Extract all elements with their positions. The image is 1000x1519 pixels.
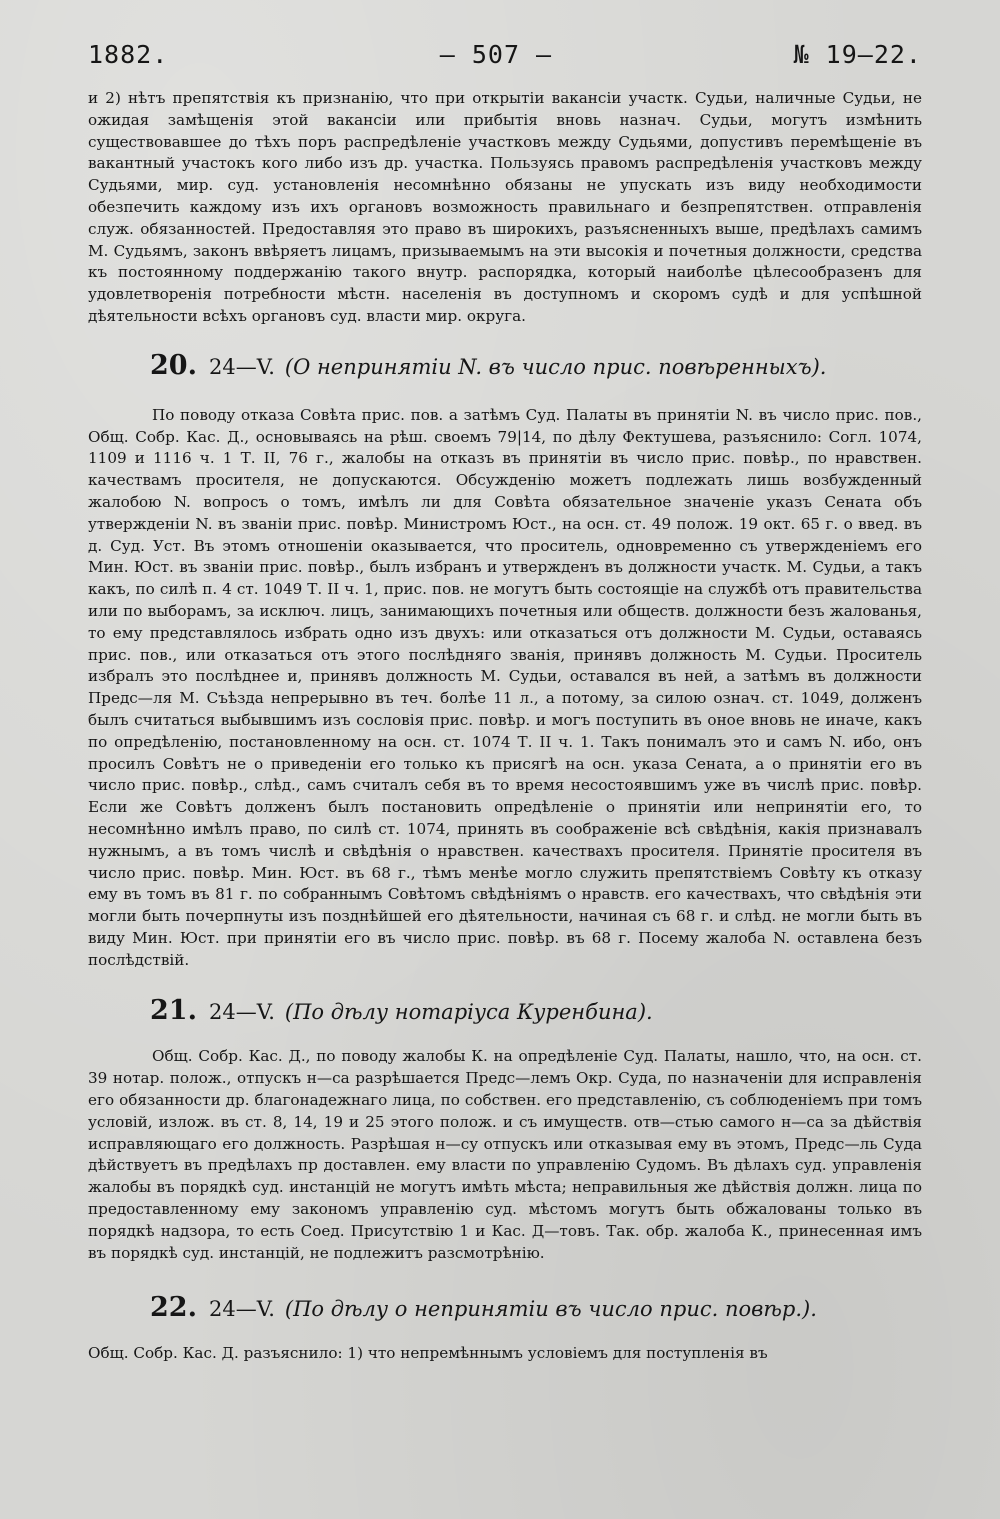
section-number: 21. bbox=[150, 995, 197, 1027]
section-title: (О непринятіи N. въ число прис. повѣренныхъ). bbox=[284, 354, 827, 379]
section-date: 24—V. bbox=[208, 1297, 275, 1322]
section-title: (По дѣлу нотаріуса Куренбина). bbox=[284, 1000, 653, 1025]
section-number: 20. bbox=[150, 349, 197, 381]
header-issue-number: № 19—22. bbox=[793, 40, 922, 69]
section-heading-20 bbox=[150, 350, 922, 381]
section-21-paragraph: Общ. Собр. Кас. Д., по поводу жалобы К. на опредѣленіе Суд. Палаты, нашло, что, на осн. ст. 39 нотар. полож., отпускъ н—са разрѣшается Предс—лемъ Окр. Суда, по назначеніи для исправленія его обязанности др. благонадежнаго лица, по собствен. его представленію, съ соблюденіемъ при томъ условій, излож. въ ст. 8, 14, 19 и 25 этого полож. и съ имуществ. отв—стью самого н—са за дѣйствія исправляющаго его должность. Разрѣшая н—су отпускъ или отказывая ему въ этомъ, Предс—ль Суда дѣйствуетъ въ предѣлахъ пр доставлен. ему власти по управленію Судомъ. Въ дѣлахъ суд. управленія жалобы въ порядкѣ суд. инстанцій не могутъ имѣть мѣста; неправильныя же дѣйствія должн. лица по предоставленному ему закономъ управленію суд. мѣстомъ могутъ быть обжалованы только въ порядкѣ надзора, то есть Соед. Присутствію 1 и Кас. Д—товъ. Так. обр. жалоба К., принесенная имъ въ порядкѣ суд. инстанцій, не подлежитъ разсмотрѣнію. bbox=[88, 1047, 922, 1262]
section-title: (По дѣлу о непринятіи въ число прис. повѣр.). bbox=[284, 1297, 817, 1322]
section-20-paragraph: По поводу отказа Совѣта прис. пов. а затѣмъ Суд. Палаты въ принятіи N. въ число прис. пов., Общ. Собр. Кас. Д., основываясь на рѣш. своемъ 79|14, по дѣлу Фектушева, разъяснило: Согл. 1074, 1109 и 1116 ч. 1 Т. II, 76 г., жалобы на отказъ въ принятіи въ число прис. повѣр., по нравствен. качествамъ просителя, не допускаются. Обсужденію можетъ подлежать лишь возбужденный жалобою N. вопросъ о томъ, имѣлъ ли для Совѣта обязательное значеніе указъ Сената объ утвержденіи N. въ званіи прис. повѣр. Министромъ Юст., на осн. ст. 49 полож. 19 окт. 65 г. о введ. въ д. Суд. Уст. Въ этомъ отношеніи оказывается, что проситель, одновременно съ утвержденіемъ его Мин. Юст. въ званіи прис. повѣр., былъ избранъ и утвержденъ въ должности участк. М. Судьи, а такъ какъ, по силѣ п. 4 ст. 1049 Т. II ч. 1, прис. пов. не могутъ быть состоящіе на службѣ отъ правительства или по выборамъ, за исключ. лицъ, занимающихъ почетныя или обществ. должности безъ жалованья, то ему представлялось избрать одно изъ двухъ: или отказаться отъ должности М. Судьи, оставаясь прис. пов., или отказаться отъ этого послѣдняго званія, принявъ должность М. Судьи. Проситель избралъ это послѣднее и, принявъ должность М. Судьи, оставался въ ней, а затѣмъ въ должности Предс—ля М. Съѣзда непрерывно въ теч. болѣе 11 л., а потому, за силою означ. ст. 1049, долженъ былъ считаться выбывшимъ изъ сословія прис. повѣр. и могъ поступить въ оное вновь не иначе, какъ по опредѣленію, постановленному на осн. ст. 1074 Т. II ч. 1. Такъ понималъ это и самъ N. ибо, онъ просилъ Совѣтъ не о приведеніи его только къ присягѣ на осн. указа Сената, а о принятіи его въ число прис. повѣр., слѣд., самъ считалъ себя въ то время несостоявшимъ уже въ числѣ прис. повѣр. Если же Совѣтъ долженъ былъ постановить опредѣленіе о принятіи или непринятіи его, то несомнѣнно имѣлъ право, по силѣ ст. 1074, принять въ соображеніе всѣ свѣдѣнія, какія признавалъ нужнымъ, а въ томъ числѣ и свѣдѣнія о нравствен. качествахъ просителя. Принятіе просителя въ число прис. повѣр. Мин. Юст. въ 68 г., тѣмъ менѣе могло служить препятствіемъ Совѣту къ отказу ему въ томъ въ 81 г. по собраннымъ Совѣтомъ свѣдѣніямъ о нравств. его качествахъ, что свѣдѣнія эти могли быть почерпнуты изъ позднѣйшей его дѣятельности, начиная съ 68 г. и слѣд. не могли быть въ виду Мин. Юст. при принятіи его въ число прис. повѣр. въ 68 г. Посему жалоба N. оставлена безъ послѣдствій. bbox=[88, 405, 922, 969]
page-header bbox=[88, 40, 922, 80]
section-heading-21 bbox=[150, 995, 922, 1026]
header-year: 1882. bbox=[88, 40, 169, 69]
section-number: 22. bbox=[150, 1292, 197, 1324]
section-date: 24—V. bbox=[208, 1000, 275, 1025]
section-date: 24—V. bbox=[208, 354, 275, 379]
continuation-paragraph: и 2) нѣтъ препятствія къ признанію, что при открытіи вакансіи участк. Судьи, наличные Судьи, не ожидая замѣщенія этой вакансіи или прибытія вновь назнач. Судьи, могутъ измѣнить существовавшее до тѣхъ поръ распредѣленіе участковъ между Судьями, допустивъ перемѣщеніе въ вакантный участокъ кого либо изъ др. участка. Пользуясь правомъ распредѣленія участковъ между Судьями, мир. суд. установленія несомнѣнно обязаны не упускать изъ виду необходимости обезпечить каждому изъ ихъ органовъ возможность правильнаго и безпрепятствен. отправленія служ. обязанностей. Предоставляя это право въ широкихъ, разъясненныхъ выше, предѣлахъ самимъ М. Судьямъ, законъ ввѣряетъ лицамъ, призываемымъ на эти высокія и почетныя должности, средства къ постоянному поддержанію такого внутр. распорядка, который наиболѣе цѣлесообразенъ для удовлетворенія потребности мѣстн. населенія въ доступномъ и скоромъ судѣ и для успѣшной дѣятельности всѣхъ органовъ суд. власти мир. округа. bbox=[88, 89, 922, 325]
header-page-number: — 507 — bbox=[439, 40, 553, 69]
section-heading-22 bbox=[150, 1292, 922, 1323]
section-22-paragraph: Общ. Собр. Кас. Д. разъяснило: 1) что непремѣннымъ условіемъ для поступленія въ bbox=[88, 1344, 768, 1363]
